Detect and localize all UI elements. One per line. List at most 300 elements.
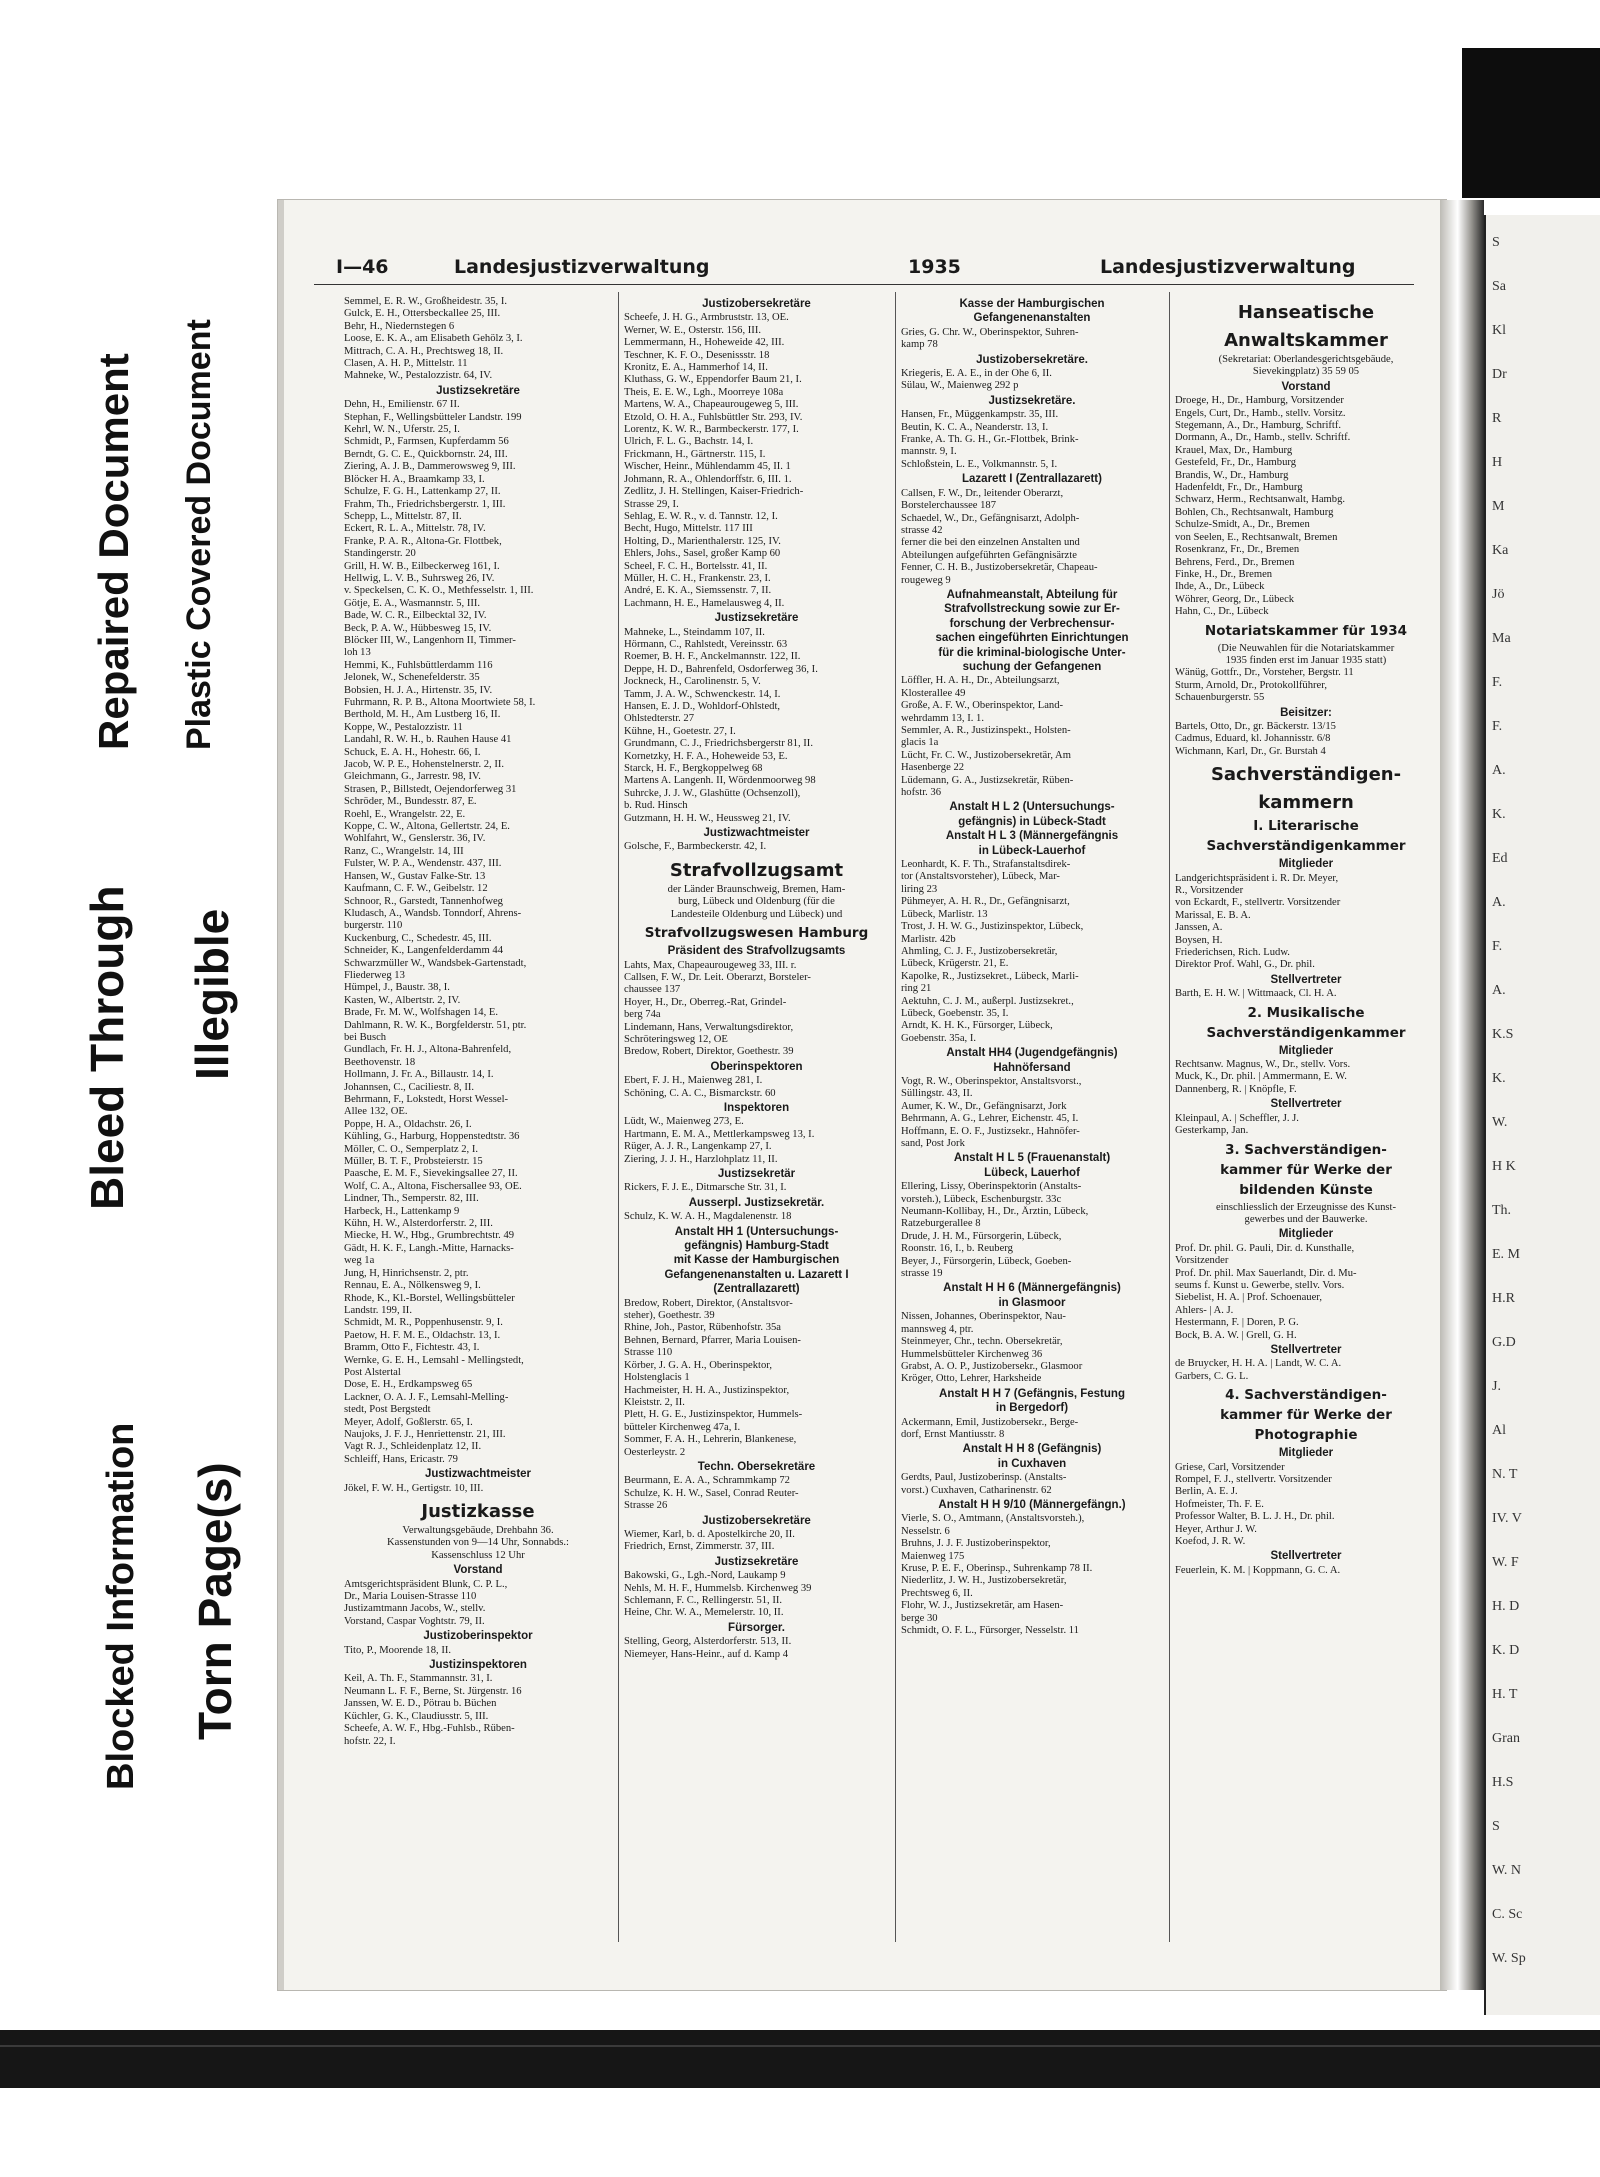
directory-entry: Bruhns, J. J. F. Justizoberinspektor, — [901, 1538, 1051, 1550]
section-heading: Justizwachtmeister — [424, 1468, 532, 1481]
adjacent-page-fragment: W. N — [1492, 1863, 1522, 1878]
directory-entry: Wänüg, Gottfr., Dr., Vorsteher, Bergstr. 11 — [1175, 667, 1354, 679]
directory-entry: mannsweg 4, ptr. — [901, 1323, 974, 1335]
directory-entry: Dormann, A., Dr., Hamb., stellv. Schriftf. — [1175, 432, 1351, 444]
directory-entry: Schlemann, F. C., Rellingerstr. 51, II. — [624, 1595, 783, 1606]
directory-entry: Ahmling, C. J. F., Justizobersekretär, — [901, 945, 1058, 957]
directory-entry: Stelling, Georg, Alsterdorferstr. 513, II. — [624, 1636, 792, 1648]
note-line: burg, Lübeck und Oldenburg (für die — [678, 896, 835, 908]
directory-entry: v. Speckelsen, C. K. O., Methfesselstr. 1, III. — [344, 585, 534, 597]
directory-entry: Schmidt, M. R., Poppenhusenstr. 9, I. — [344, 1317, 503, 1329]
directory-entry: Götje, E. A., Wasmannstr. 5, III. — [344, 597, 481, 609]
directory-entry: Lübeck, Marlistr. 13 — [901, 908, 988, 920]
adjacent-page-fragment: M — [1492, 499, 1505, 514]
directory-entry: Müller, B. T. F., Probsteierstr. 15 — [344, 1156, 483, 1168]
directory-entry: Behrmann, A. G., Lehrer, Eichenstr. 45, I. — [901, 1113, 1079, 1125]
label-torn-pages: Torn Page(s) — [189, 1462, 241, 1740]
directory-entry: Mahneke, L., Steindamm 107, II. — [624, 626, 765, 638]
directory-entry: Ackermann, Emil, Justizobersekr., Berge- — [901, 1416, 1079, 1428]
directory-entry: Hümpel, J., Baustr. 38, I. — [344, 982, 450, 994]
directory-entry: Werner, W. E., Osterstr. 156, III. — [624, 324, 761, 336]
section-heading: Inspektoren — [723, 1101, 790, 1114]
directory-entry: Wiemer, Karl, b. d. Apostelkirche 20, II. — [624, 1528, 795, 1540]
directory-entry: Süllingstr. 43, II. — [901, 1088, 973, 1100]
column-rule — [895, 292, 896, 1942]
directory-entry: Pühmeyer, A. H. R., Dr., Gefängnisarzt, — [901, 896, 1070, 908]
directory-entry: Niemeyer, Hans-Heinr., auf d. Kamp 4 — [624, 1648, 789, 1660]
directory-entry: Paetow, H. F. M. E., Oldachstr. 13, I. — [344, 1329, 501, 1341]
directory-entry: Stegemann, A., Dr., Hamburg, Schriftf. — [1175, 420, 1342, 432]
directory-entry: Grundmann, C. J., Friedrichsbergerstr 81, II. — [624, 738, 813, 750]
directory-entry: Schauenburgerstr. 55 — [1175, 692, 1265, 704]
directory-entry: Strasen, P., Billstedt, Oejendorferweg 31 — [344, 783, 517, 795]
directory-entry: Muck, K., Dr. phil. | Ammermann, E. W. — [1175, 1071, 1347, 1083]
directory-entry: Arndt, K. H. K., Fürsorger, Lübeck, — [901, 1020, 1053, 1032]
directory-entry: Garbers, C. G. L. — [1175, 1370, 1249, 1382]
directory-entry: Bock, B. A. W. | Grell, G. H. — [1175, 1329, 1297, 1341]
directory-entry: Lemmermann, H., Hoheweide 42, III. — [624, 337, 785, 349]
directory-entry: Gundlach, Fr. H. J., Altona-Bahrenfeld, — [344, 1044, 512, 1056]
directory-entry: Bakowski, G., Lgh.-Nord, Laukamp 9 — [624, 1570, 786, 1582]
directory-entry: Brade, Fr. M. W., Wolfshagen 14, E. — [344, 1007, 499, 1019]
directory-entry: Lahts, Max, Chapeaurougeweg 33, III. r. — [624, 959, 797, 971]
directory-entry: Schröteringsweg 12, OE — [624, 1033, 728, 1045]
directory-entry: Tamm, J. A. W., Schwenckestr. 14, I. — [624, 688, 781, 700]
directory-entry: Meyer, Adolf, Goßlerstr. 65, I. — [344, 1416, 473, 1428]
directory-entry: Bramm, Otto F., Fichtestr. 43, I. — [344, 1342, 480, 1354]
directory-entry: Möller, C. O., Semperplatz 2, I. — [344, 1143, 479, 1155]
directory-entry: Eckert, R. L. A., Mittelstr. 78, IV. — [344, 523, 486, 535]
directory-entry: seums f. Kunst u. Gewerbe, stellv. Vors. — [1175, 1279, 1345, 1291]
directory-entry: Lübeck, Goebenstr. 35, I. — [901, 1007, 1009, 1019]
directory-entry: Fenner, C. H. B., Justizobersekretär, Chapeau- — [901, 562, 1098, 574]
section-heading: Justizoberinspektor — [423, 1630, 533, 1643]
directory-entry: Heine, Chr. W. A., Memelerstr. 10, II. — [624, 1607, 784, 1619]
directory-entry: mannstr. 9, I. — [901, 446, 957, 458]
directory-entry: Lübeck, Krügerstr. 21, E. — [901, 958, 1009, 970]
directory-entry: Krauel, Max, Dr., Hamburg — [1175, 444, 1293, 456]
section-heading: Mitglieder — [1278, 1228, 1334, 1241]
section-heading: Stellvertreter — [1270, 1098, 1342, 1111]
directory-entry: Behrmann, F., Lokstedt, Horst Wessel- — [344, 1094, 509, 1105]
section-heading: gefängnis) in Lübeck-Stadt — [958, 815, 1106, 828]
directory-entry: Callsen, F. W., Dr., leitender Oberarzt, — [901, 487, 1064, 499]
section-heading: Justizsekretäre — [436, 384, 520, 397]
directory-entry: Jökel, F. W. H., Gertigstr. 10, III. — [344, 1482, 484, 1494]
adjacent-page-fragment: Jö — [1492, 587, 1505, 602]
section-heading: Mitglieder — [1278, 1044, 1334, 1057]
section-heading: Justizwachtmeister — [703, 827, 810, 840]
section-heading: Justizobersekretäre — [702, 1514, 811, 1527]
section-heading: für die kriminal-biologische Unter- — [938, 646, 1126, 659]
adjacent-page-fragment: A. — [1492, 895, 1506, 910]
directory-entry: Franke, P. A. R., Altona-Gr. Flottbek, — [344, 535, 502, 547]
scan-bottom-line — [0, 2045, 1600, 2047]
note-line: 1935 finden erst im Januar 1935 statt) — [1225, 654, 1387, 666]
directory-entry: Scheefe, J. H. G., Armbruststr. 13, OE. — [624, 312, 789, 324]
directory-entry: Kaufmann, C. F. W., Geibelstr. 12 — [344, 883, 488, 895]
directory-entry: Jung, H, Hinrichsenstr. 2, ptr. — [344, 1267, 469, 1279]
directory-entry: Direktor Prof. Wahl, G., Dr. phil. — [1175, 959, 1315, 971]
directory-entry: Müller, H. C. H., Frankenstr. 23, I. — [624, 572, 771, 584]
directory-entry: Körber, J. G. A. H., Oberinspektor, — [624, 1359, 773, 1371]
directory-entry: Bredow, Robert, Direktor, Goethestr. 39 — [624, 1046, 794, 1058]
directory-entry: Boysen, H. — [1175, 934, 1223, 946]
directory-entry: Vorstand, Caspar Voghtstr. 79, II. — [344, 1615, 485, 1627]
subheading: 2. Musikalische — [1247, 1004, 1365, 1021]
section-heading: in Glasmoor — [998, 1296, 1066, 1309]
directory-entry: Beurmann, E. A. A., Schrammkamp 72 — [624, 1475, 790, 1487]
directory-entry: vorst.) Cuxhaven, Catharinenstr. 62 — [901, 1484, 1052, 1496]
directory-entry: Hellwig, L. V. B., Suhrsweg 26, IV. — [344, 572, 495, 584]
directory-entry: Sturm, Arnold, Dr., Protokollführer, — [1175, 679, 1327, 691]
directory-entry: Fulster, W. P. A., Wendenstr. 437, III. — [344, 858, 502, 870]
directory-entry: Schöning, C. A. C., Bismarckstr. 60 — [624, 1087, 776, 1099]
directory-entry: Strasse 26 — [624, 1500, 668, 1512]
subheading: Sachverständigenkammer — [1206, 1024, 1406, 1041]
directory-entry: Neumann L. F. F., Berne, St. Jürgenstr. 16 — [344, 1685, 522, 1697]
directory-entry: Bade, W. C. R., Eilbecktal 32, IV. — [344, 610, 487, 622]
section-heading: Anstalt H H 9/10 (Männergefängn.) — [938, 1498, 1126, 1511]
adjacent-page-fragment: N. T — [1492, 1467, 1518, 1482]
directory-entry: Johannsen, C., Caciliestr. 8, II. — [344, 1081, 475, 1093]
directory-entry: strasse 42 — [901, 524, 943, 536]
section-heading: sachen eingeführten Einrichtungen — [935, 632, 1129, 645]
text-column-4 — [1175, 296, 1437, 1956]
directory-entry: Frahm, Th., Friedrichsbergerstr. 1, III. — [344, 498, 506, 510]
section-heading: Präsident des Strafvollzugsamts — [667, 945, 846, 958]
directory-entry: Rennau, E. A., Nölkensweg 9, I. — [344, 1280, 481, 1292]
directory-entry: strasse 19 — [901, 1268, 943, 1280]
directory-entry: Schneider, K., Langenfelderdamm 44 — [344, 945, 504, 957]
directory-entry: Grabst, A. O. P., Justizobersekr., Glasmoor — [901, 1360, 1083, 1372]
directory-entry: Kluthass, G. W., Eppendorfer Baum 21, I. — [624, 374, 802, 386]
directory-entry: Löffler, H. A. H., Dr., Abteilungsarzt, — [901, 675, 1060, 687]
directory-entry: Behrens, Ferd., Dr., Bremen — [1175, 556, 1295, 568]
directory-entry: Kronitz, E. A., Hammerhof 14, II. — [624, 362, 768, 374]
adjacent-page-fragment: Ma — [1492, 631, 1511, 646]
directory-entry: Beethovenstr. 18 — [344, 1056, 416, 1068]
directory-entry: von Seelen, E., Rechtsanwalt, Bremen — [1175, 531, 1338, 543]
directory-entry: Blöcker III, W., Langenhorn II, Timmer- — [344, 634, 516, 646]
directory-entry: Dannenberg, R. | Knöpfle, F. — [1175, 1083, 1297, 1095]
directory-entry: Dose, E. H., Erdkampsweg 65 — [344, 1379, 473, 1391]
directory-entry: Wernke, G. E. H., Lemsahl - Mellingstedt, — [344, 1354, 524, 1366]
directory-entry: Rompel, F. J., stellvertr. Vorsitzender — [1175, 1474, 1332, 1485]
directory-entry: ferner die bei den einzelnen Anstalten und — [901, 537, 1080, 549]
directory-entry: Hofmeister, Th. F. E. — [1175, 1498, 1264, 1510]
scan-corner-shadow — [1462, 48, 1600, 198]
directory-entry: Ziering, A. J. B., Dammerowsweg 9, III. — [344, 461, 516, 473]
directory-entry: Lüdt, W., Maienweg 273, E. — [624, 1116, 744, 1128]
directory-entry: Goebenstr. 35a, I. — [901, 1032, 977, 1044]
directory-entry: Schulz, K. W. A. H., Magdalenenstr. 18 — [624, 1211, 792, 1223]
section-heading: Justizsekretäre. — [988, 394, 1076, 407]
page-number: I—46 — [336, 256, 389, 278]
directory-entry: Hahn, C., Dr., Lübeck — [1175, 606, 1269, 618]
directory-entry: Franke, A. Th. G. H., Gr.-Flottbek, Brink- — [901, 434, 1079, 446]
adjacent-page-fragment: Th. — [1492, 1203, 1512, 1218]
directory-entry: Borstelerchaussee 187 — [901, 500, 997, 512]
note-line: Kassenstunden von 9—14 Uhr, Sonnabds.: — [386, 1537, 569, 1549]
adjacent-page-fragment: Gran — [1492, 1731, 1520, 1746]
directory-entry: Wolf, C. A., Altona, Fischersallee 93, OE. — [344, 1180, 522, 1192]
directory-entry: Dahlmann, R. W. K., Borgfelderstr. 51, ptr. — [344, 1019, 527, 1031]
note-line: (Sekretariat: Oberlandesgerichtsgebäude, — [1218, 354, 1394, 365]
directory-entry: Heyer, Arthur J. W. — [1175, 1523, 1257, 1535]
directory-entry: Kriegeris, E. A. E., in der Ohe 6, II. — [901, 368, 1052, 380]
directory-entry: Allee 132, OE. — [344, 1106, 408, 1118]
directory-entry: Koppe, C. W., Altona, Gellertstr. 24, E. — [344, 821, 510, 833]
directory-entry: bei Busch — [344, 1031, 387, 1043]
directory-entry: Paasche, E. M. F., Sievekingsallee 27, II. — [344, 1168, 518, 1180]
directory-entry: Lindemann, Hans, Verwaltungsdirektor, — [624, 1021, 794, 1033]
directory-entry: chaussee 137 — [624, 984, 681, 996]
directory-entry: Hadenfeldt, Fr., Dr., Hamburg — [1175, 482, 1303, 494]
section-heading: Gefangenenanstalten u. Lazarett I — [664, 1268, 849, 1281]
note-line: gewerbes und der Bauwerke. — [1244, 1213, 1368, 1225]
directory-entry: Kleiststr. 2, II. — [624, 1396, 685, 1408]
adjacent-page-fragment: C. Sc — [1492, 1907, 1523, 1922]
directory-entry: R., Vorsitzender — [1175, 885, 1244, 896]
directory-entry: tor (Anstaltsvorsteher), Lübeck, Mar- — [901, 871, 1060, 883]
directory-entry: Ihde, A., Dr., Lübeck — [1175, 581, 1265, 593]
section-heading: Kasse der Hamburgischen — [959, 298, 1105, 310]
adjacent-page-fragment: K. — [1492, 807, 1506, 822]
directory-entry: Semmler, A. R., Justizinspekt., Holsten- — [901, 725, 1071, 736]
section-heading: Oberinspektoren — [710, 1060, 803, 1073]
directory-entry: Kornetzky, H. F. A., Hoheweide 53, E. — [624, 750, 788, 762]
section-heading: suchung der Gefangenen — [962, 660, 1102, 673]
directory-entry: Friederichsen, Rich. Ludw. — [1175, 947, 1290, 959]
subheading: kammer für Werke der — [1220, 1407, 1392, 1424]
adjacent-page-fragment: W. F — [1492, 1555, 1519, 1570]
directory-entry: Poppe, H. A., Oldachstr. 26, I. — [344, 1118, 472, 1130]
directory-entry: Kleinpaul, A. | Scheffler, J. J. — [1175, 1112, 1299, 1124]
label-plastic-covered-document: Plastic Covered Document — [180, 319, 218, 750]
section-heading: Ausserpl. Justizsekretär. — [688, 1196, 825, 1209]
section-heading: Justizsekretäre — [714, 612, 799, 625]
directory-entry: Lackner, O. A. J. F., Lemsahl-Melling- — [344, 1391, 509, 1403]
directory-entry: Gleichmann, G., Jarrestr. 98, IV. — [344, 771, 481, 783]
directory-entry: von Eckardt, F., stellvertr. Vorsitzender — [1175, 897, 1341, 909]
directory-entry: Vogt, R. W., Oberinspektor, Anstaltsvorst., — [901, 1075, 1082, 1087]
directory-entry: Gerdts, Paul, Justizoberinsp. (Anstalts- — [901, 1472, 1067, 1484]
subheading: Sachverständigenkammer — [1206, 838, 1406, 855]
directory-entry: Stephan, F., Wellingsbütteler Landstr. 199 — [344, 411, 522, 423]
section-heading: Justizsekretäre — [714, 1555, 799, 1568]
directory-entry: Griese, Carl, Vorsitzender — [1175, 1461, 1285, 1473]
directory-entry: Hummelsbütteler Kirchenweg 36 — [901, 1348, 1043, 1360]
section-heading: Lazarett I (Zentrallazarett) — [962, 473, 1102, 486]
section-heading: Anstalt H H 6 (Männergefängnis) — [943, 1282, 1121, 1295]
directory-entry: Harbeck, H., Lattenkamp 9 — [344, 1205, 460, 1217]
directory-entry: Wischer, Heinr., Mühlendamm 45, II. 1 — [624, 461, 791, 473]
directory-entry: Rechtsanw. Magnus, W., Dr., stellv. Vors. — [1175, 1059, 1351, 1071]
adjacent-page-fragment: H. T — [1492, 1687, 1518, 1702]
directory-entry: weg 1a — [344, 1255, 375, 1267]
section-heading: mit Kasse der Hamburgischen — [673, 1254, 840, 1267]
directory-entry: Neumann-Kollibay, H., Dr., Ärztin, Lübeck, — [901, 1206, 1089, 1218]
directory-entry: Berndt, G. C. E., Quickbornstr. 24, III. — [344, 448, 508, 460]
note-line: Sievekingplatz) 35 59 05 — [1252, 366, 1360, 378]
directory-entry: Bobsien, H. J. A., Hirtenstr. 35, IV. — [344, 684, 493, 696]
adjacent-page-fragment: Dr — [1492, 367, 1507, 382]
directory-entry: Lorentz, K. W. R., Barmbeckerstr. 177, I. — [624, 424, 799, 436]
directory-entry: Hoffmann, E. O. F., Justizsekr., Hahnöfer- — [901, 1125, 1080, 1137]
directory-entry: Kasten, W., Albertstr. 2, IV. — [344, 994, 461, 1006]
major-heading: Justizkasse — [421, 1501, 535, 1522]
section-heading: Beisitzer: — [1280, 706, 1332, 719]
directory-entry: Ziering, J. J. H., Harzlohplatz 11, II. — [624, 1153, 778, 1165]
directory-entry: Dr., Maria Louisen-Strasse 110 — [344, 1591, 477, 1603]
directory-entry: Lindner, Th., Semperstr. 82, III. — [344, 1193, 479, 1205]
directory-entry: Hörmann, C., Rahlstedt, Vereinsstr. 63 — [624, 638, 788, 650]
directory-entry: Professor Walter, B. L. J. H., Dr. phil. — [1175, 1511, 1335, 1523]
directory-entry: Schepp, L., Mittelstr. 87, II. — [344, 510, 462, 522]
adjacent-page-fragment: A. — [1492, 763, 1506, 778]
directory-entry: Berlin, A. E. J. — [1175, 1486, 1238, 1498]
adjacent-page-fragment: F. — [1492, 939, 1503, 954]
section-heading: in Cuxhaven — [997, 1457, 1067, 1470]
directory-entry: Niederlitz, J. W. H., Justizobersekretär, — [901, 1575, 1067, 1587]
major-heading: Strafvollzugsamt — [669, 859, 844, 881]
directory-entry: burgerstr. 110 — [344, 920, 403, 932]
adjacent-page-fragment: K. D — [1492, 1643, 1520, 1658]
major-heading: Sachverständigen- — [1210, 764, 1402, 786]
adjacent-page-fragment: Ka — [1492, 543, 1509, 558]
directory-entry: Gries, G. Chr. W., Oberinspektor, Suhren- — [901, 326, 1079, 338]
directory-entry: Bartels, Otto, Dr., gr. Bäckerstr. 13/15 — [1175, 720, 1336, 732]
directory-entry: Cadmus, Eduard, kl. Johannisstr. 6/8 — [1175, 733, 1331, 745]
directory-entry: wehrdamm 13, I. 1. — [901, 712, 984, 724]
directory-entry: Naujoks, J. F. J., Henriettenstr. 21, III. — [344, 1428, 506, 1440]
section-heading: Justizsekretär — [717, 1168, 796, 1180]
directory-entry: Trost, J. H. W. G., Justizinspektor, Lübeck, — [901, 921, 1084, 933]
directory-entry: Zedlitz, J. H. Stellingen, Kaiser-Friedrich- — [624, 486, 804, 498]
directory-entry: Etzold, O. H. A., Fuhlsbüttler Str. 293, IV. — [624, 411, 803, 423]
directory-entry: Nesselstr. 6 — [901, 1525, 950, 1537]
directory-entry: Deppe, H. D., Bahrenfeld, Osdorferweg 36, I. — [624, 663, 818, 675]
directory-entry: Scheefe, A. W. F., Hbg.-Fuhlsb., Rüben- — [344, 1723, 515, 1735]
directory-entry: Drude, J. H. M., Fürsorgerin, Lübeck, — [901, 1230, 1062, 1242]
adjacent-page-fragment: G.D — [1492, 1335, 1516, 1350]
directory-entry: Callsen, F. W., Dr. Leit. Oberarzt, Borsteler- — [624, 971, 811, 983]
directory-entry: Kühling, G., Harburg, Hoppenstedtstr. 36 — [344, 1131, 520, 1143]
directory-entry: Ranz, C., Wrangelstr. 14, III — [344, 845, 464, 857]
directory-entry: Fliederweg 13 — [344, 969, 405, 981]
adjacent-page-fragment: R — [1492, 411, 1502, 426]
label-blocked-information: Blocked Information — [100, 1422, 142, 1790]
directory-entry: Klosterallee 49 — [901, 687, 966, 699]
directory-entry: Rüger, A. J. R., Langenkamp 27, I. — [624, 1141, 772, 1153]
directory-entry: Lüdemann, G. A., Justizsekretär, Rüben- — [901, 774, 1074, 786]
adjacent-page-fragment: W. Sp — [1492, 1951, 1526, 1966]
directory-entry: Miecke, H. W., Hbg., Grumbrechtstr. 49 — [344, 1230, 515, 1242]
directory-entry: Landstr. 199, II. — [344, 1304, 412, 1316]
directory-entry: Gesterkamp, Jan. — [1175, 1125, 1249, 1137]
directory-entry: Aumer, K. W., Dr., Gefängnisarzt, Jork — [901, 1100, 1067, 1112]
directory-entry: Bohlen, Ch., Rechtsanwalt, Hamburg — [1175, 506, 1334, 518]
directory-entry: b. Rud. Hinsch — [624, 800, 688, 812]
section-heading: Stellvertreter — [1270, 1343, 1342, 1356]
directory-entry: kamp 78 — [901, 339, 938, 351]
section-heading: gefängnis) Hamburg-Stadt — [684, 1240, 829, 1253]
section-heading: Anstalt HH4 (Jugendgefängnis) — [946, 1047, 1118, 1060]
directory-entry: Ellering, Lissy, Oberinspektorin (Anstalts- — [901, 1181, 1082, 1193]
directory-entry: Küchler, G. K., Claudiusstr. 5, III. — [344, 1710, 489, 1722]
directory-entry: Leonhardt, K. F. Th., Strafanstaltsdirek- — [901, 859, 1071, 871]
directory-entry: Aektuhn, C. J. M., außerpl. Justizsekret., — [901, 995, 1074, 1007]
directory-entry: Starck, H. F., Bergkoppelweg 68 — [624, 763, 763, 775]
directory-entry: Grill, H. W. B., Eilbeckerweg 161, I. — [344, 560, 500, 572]
directory-entry: Hachmeister, H. H. A., Justizinspektor, — [624, 1384, 790, 1396]
directory-entry: sand, Post Jork — [901, 1138, 965, 1149]
directory-entry: Plett, H. G. E., Justizinspektor, Hummels- — [624, 1409, 803, 1421]
adjacent-page-fragment: Sa — [1492, 279, 1506, 294]
directory-entry: Prof. Dr. phil. Max Sauerlandt, Dir. d. Mu- — [1175, 1267, 1357, 1279]
book-gutter — [1440, 200, 1484, 1990]
section-heading: forschung der Verbrechensur- — [949, 617, 1115, 630]
directory-entry: Landgerichtspräsident i. R. Dr. Meyer, — [1175, 872, 1339, 884]
header-right-title: Landesjustizverwaltung — [1100, 256, 1356, 278]
directory-entry: Behr, H., Niedernstegen 6 — [344, 320, 455, 332]
adjacent-page-fragment: K.S — [1492, 1027, 1514, 1042]
directory-entry: Rosenkranz, Fr., Dr., Bremen — [1175, 544, 1300, 556]
directory-entry: Gädt, H. K. F., Langh.-Mitte, Harnacks- — [344, 1242, 514, 1254]
adjacent-page-fragment: S — [1492, 1819, 1500, 1834]
directory-entry: Semmel, E. R. W., Großheidestr. 35, I. — [344, 296, 508, 307]
directory-entry: Wohlfahrt, W., Genslerstr. 36, IV. — [344, 833, 486, 845]
directory-entry: Engels, Curt, Dr., Hamb., stellv. Vorsitz. — [1175, 407, 1346, 419]
section-heading: Anstalt H L 3 (Männergefängnis — [945, 830, 1119, 843]
directory-entry: ring 21 — [901, 983, 932, 995]
adjacent-page-fragment: E. M — [1492, 1247, 1520, 1262]
directory-entry: André, E. K. A., Siemssenstr. 7, II. — [624, 585, 772, 597]
adjacent-page-fragment: F. — [1492, 719, 1503, 734]
section-heading: Anstalt H L 5 (Frauenanstalt) — [953, 1152, 1111, 1165]
section-heading: Hahnöfersand — [993, 1061, 1071, 1074]
directory-entry: Kapolke, R., Justizsekret., Lübeck, Marli- — [901, 970, 1079, 982]
directory-entry: Jacob, W. P. E., Hohenstelnerstr. 2, II. — [344, 759, 505, 771]
directory-entry: Kühn, H. W., Alsterdorferstr. 2, III. — [344, 1218, 493, 1230]
directory-entry: Mittrach, C. A. H., Prechtsweg 18, II. — [344, 345, 504, 357]
section-heading: Mitglieder — [1278, 858, 1334, 871]
section-heading: Strafvollstreckung sowie zur Er- — [944, 603, 1120, 616]
directory-entry: rougeweg 9 — [901, 574, 951, 586]
directory-entry: Dehn, H., Emilienstr. 67 II. — [344, 399, 460, 411]
directory-entry: Janssen, A. — [1175, 922, 1223, 934]
directory-entry: Behnen, Bernard, Pfarrer, Maria Louisen- — [624, 1334, 801, 1346]
directory-entry: Kühne, H., Goetestr. 27, I. — [624, 725, 736, 737]
directory-entry: Kehrl, W. N., Uferstr. 25, I. — [344, 424, 460, 436]
note-line: der Länder Braunschweig, Bremen, Ham- — [667, 883, 846, 895]
directory-entry: Ahlers- | A. J. — [1175, 1304, 1234, 1316]
directory-entry: Schloßstein, L. E., Volkmannstr. 5, I. — [901, 458, 1058, 470]
adjacent-page-fragment: S — [1492, 235, 1500, 250]
adjacent-page-fragment: K. — [1492, 1071, 1506, 1086]
directory-entry: Ebert, F. J. H., Maienweg 281, I. — [624, 1075, 763, 1087]
directory-entry: Ehlers, Johs., Sasel, großer Kamp 60 — [624, 548, 781, 560]
directory-entry: Hartmann, E. M. A., Mettlerkampsweg 13, I. — [624, 1128, 815, 1140]
directory-entry: vorsteh.), Lübeck, Eschenburgstr. 33c — [901, 1193, 1062, 1205]
directory-entry: Schulze, F. G. H., Lattenkamp 27, II. — [344, 486, 501, 498]
directory-entry: Hansen, W., Gustav Falke-Str. 13 — [344, 870, 486, 882]
section-heading: (Zentrallazarett) — [713, 1283, 800, 1296]
subheading: Photographie — [1254, 1427, 1358, 1444]
directory-entry: hofstr. 36 — [901, 787, 942, 799]
directory-entry: Schaedel, W., Dr., Gefängnisarzt, Adolph- — [901, 512, 1080, 524]
